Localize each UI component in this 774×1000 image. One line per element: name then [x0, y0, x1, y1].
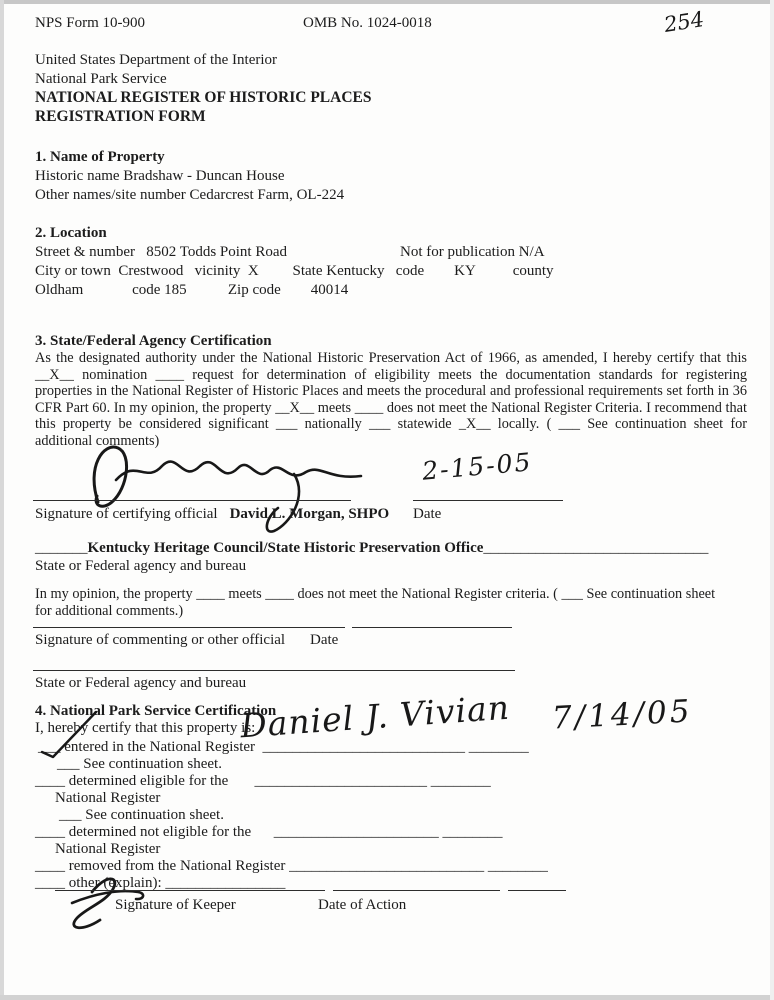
section1-heading: 1. Name of Property — [35, 149, 165, 165]
action-date-label: Date of Action — [318, 897, 407, 913]
certifying-official-caption — [35, 505, 389, 523]
opinion-text: In my opinion, the property ____ meets ____ does not meet the National Register criteria. ( ___ See continuation sheet for additional comments.) — [35, 586, 716, 619]
bureau-name: Kentucky Heritage Council/State Historic Preservation Office — [87, 540, 484, 556]
certifying-official-label: Signature of certifying official — [35, 506, 218, 522]
action-date-handwritten: 7/14/05 — [551, 693, 694, 737]
historic-name-line: Historic name Bradshaw - Duncan House — [35, 168, 285, 184]
bureau-label-2: State or Federal agency and bureau — [35, 675, 247, 691]
form-title-line1: NATIONAL REGISTER OF HISTORIC PLACES — [35, 89, 372, 106]
scan-edge-right — [770, 0, 774, 1000]
other-names-line: Other names/site number Cedarcrest Farm, OL-224 — [35, 187, 345, 203]
certifying-date-handwritten: 2-15-05 — [420, 447, 534, 486]
entered-checkmark — [36, 704, 106, 762]
item-national-register-2: National Register — [55, 841, 161, 857]
keeper-date-line — [333, 890, 500, 891]
item-determined-not-eligible: ____ determined not eligible for the ______________________ ________ — [35, 824, 503, 840]
city-line: City or town Crestwood vicinity X State Kentucky code KY county — [35, 263, 554, 279]
item-national-register-1: National Register — [55, 790, 161, 806]
certifying-official-signature — [78, 438, 378, 538]
item-removed: ____ removed from the National Register __________________________ ________ — [35, 858, 548, 874]
keeper-label: Signature of Keeper — [115, 897, 236, 913]
scan-edge-top — [0, 0, 774, 4]
form-number: NPS Form 10-900 — [35, 15, 146, 31]
county-line: Oldham code 185 Zip code 40014 — [35, 282, 349, 298]
service-line: National Park Service — [35, 71, 167, 87]
keeper-signature-line — [55, 890, 325, 891]
commenting-date-label: Date — [310, 632, 339, 648]
bureau-prefix: _______ — [35, 540, 88, 556]
item-determined-eligible: ____ determined eligible for the _______________________ ________ — [35, 773, 491, 789]
certifying-date-line — [413, 500, 563, 501]
bureau-label: State or Federal agency and bureau — [35, 558, 247, 574]
section2-heading: 2. Location — [35, 225, 107, 241]
department-line: United States Department of the Interior — [35, 52, 278, 68]
not-for-publication: Not for publication N/A — [400, 244, 545, 260]
form-title-line2: REGISTRATION FORM — [35, 108, 206, 125]
item-entered: ___ entered in the National Register ___________________________ ________ — [38, 739, 529, 755]
certifying-official-name: David L. Morgan, SHPO — [229, 506, 390, 522]
certifying-signature-line — [33, 500, 351, 501]
bureau-suffix: ______________________________ — [483, 540, 709, 556]
date-label: Date — [413, 506, 442, 522]
item-see-continuation-2: ___ See continuation sheet. — [59, 807, 224, 823]
street-line: Street & number 8502 Todds Point Road — [35, 244, 287, 260]
section3-heading: 3. State/Federal Agency Certification — [35, 333, 272, 349]
handwritten-page-number: 254 — [662, 7, 706, 37]
bureau-line — [35, 539, 708, 557]
keeper-signature-handwritten: Daniel J. Vivian — [238, 687, 512, 746]
scan-edge-bottom — [0, 995, 774, 1000]
scan-edge-left — [0, 0, 4, 1000]
keeper-extra-line — [508, 890, 566, 891]
item-see-continuation-1: ___ See continuation sheet. — [57, 756, 222, 772]
commenting-official-label: Signature of commenting or other official — [35, 632, 286, 648]
certification-text: As the designated authority under the National Historic Preservation Act of 1966, as amended, I hereby certify that this __X__ nomination ____ request for determination of eligibility meets the documentation standards for registering properties in the National Register of Historic Places and meets the procedural and professional requirements set forth in 36 CFR Part 60. In my opinion, the property __X__ meets ____ does not meet the National Register Criteria. I recommend that this property be considered significant ___ nationally ___ statewide _X__ locally. ( ___ See continuation sheet for additional comments) — [35, 350, 747, 449]
item-other-explain: ____ other (explain): ________________ — [35, 875, 286, 891]
section4-intro: I, hereby certify that this property is: — [35, 720, 256, 736]
section4-heading: 4. National Park Service Certification — [35, 703, 277, 719]
commenting-date-line — [352, 627, 512, 628]
commenting-signature-line — [33, 627, 345, 628]
agency-bureau-line — [33, 670, 515, 671]
omb-number: OMB No. 1024-0018 — [303, 15, 432, 31]
